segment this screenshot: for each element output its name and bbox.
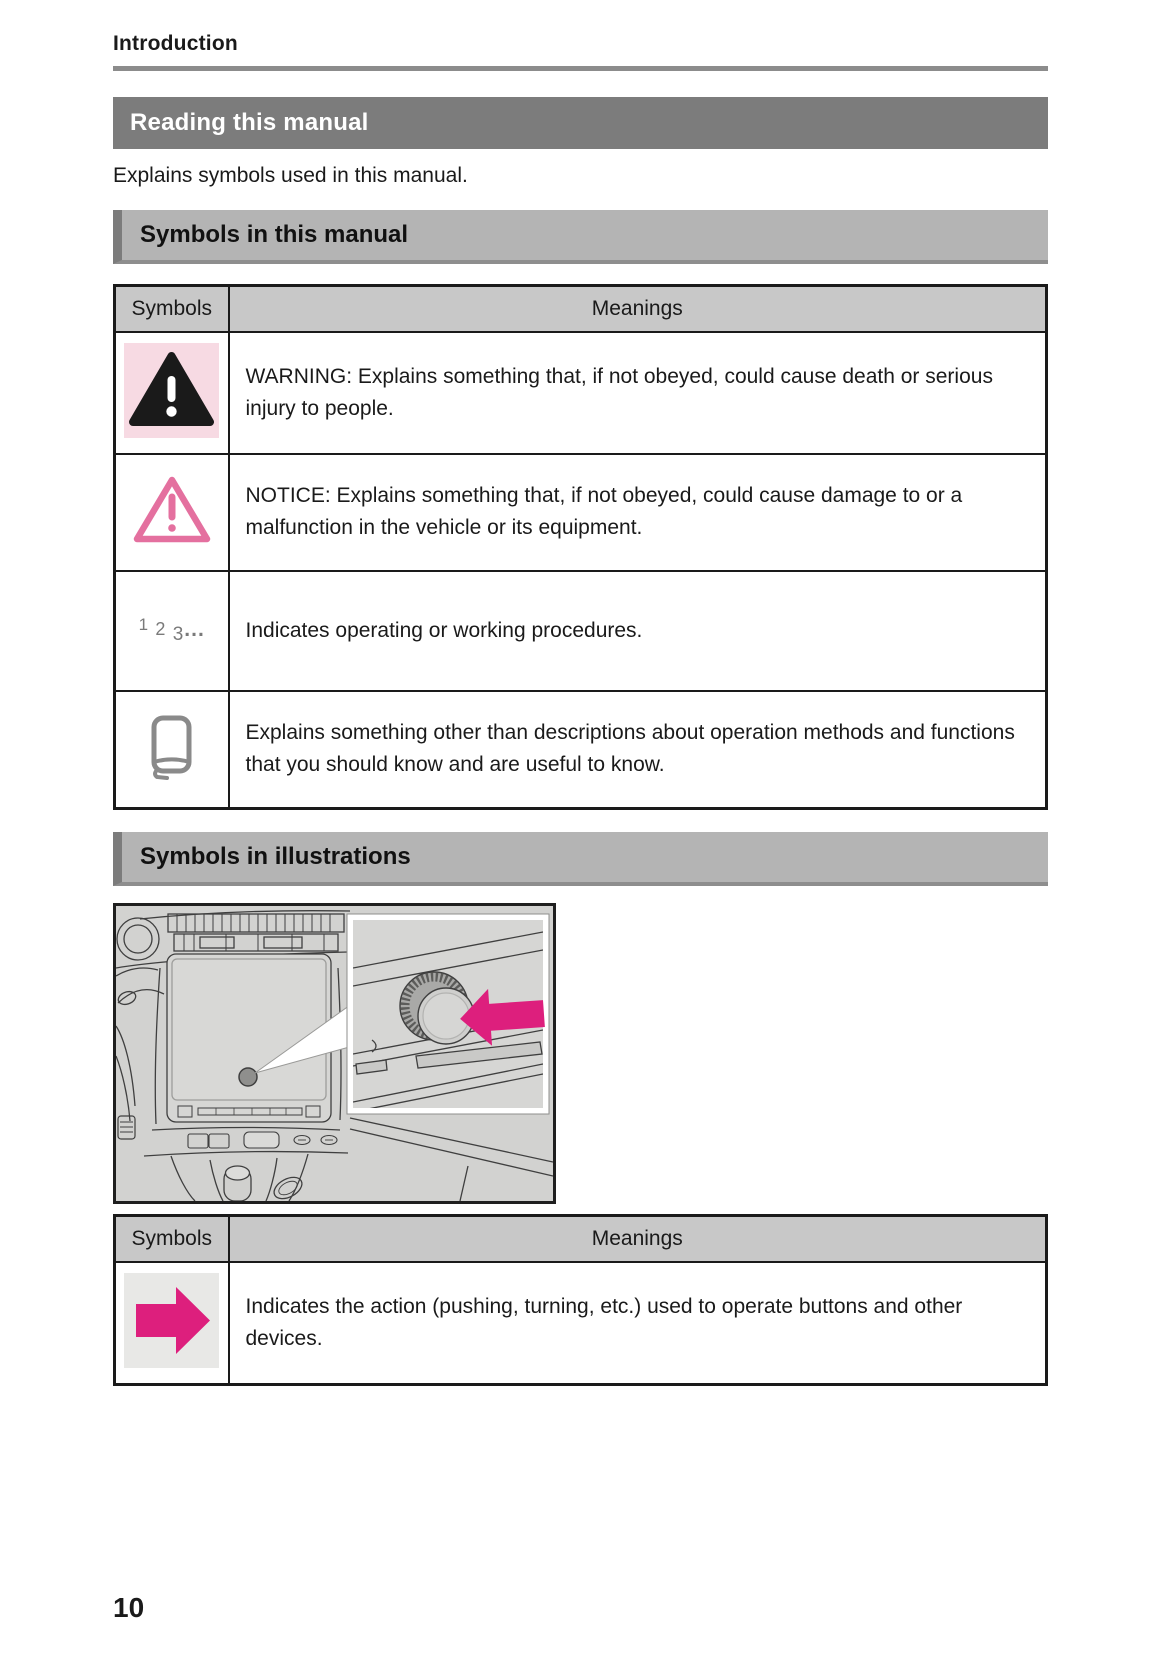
table-row <box>115 691 1047 809</box>
warning-triangle-icon <box>124 343 219 443</box>
symbol-cell <box>115 454 229 571</box>
symbols-illustrations-table <box>113 1214 1048 1386</box>
numbered-steps-icon: 1 2 3... <box>138 614 205 645</box>
console-knob-marker <box>239 1068 257 1086</box>
table-header-row <box>115 286 1047 332</box>
column-header-meanings: Meanings <box>229 1216 1047 1262</box>
table-row <box>115 571 1047 691</box>
table-row <box>115 454 1047 571</box>
table-header-row <box>115 1216 1047 1262</box>
dashboard-illustration <box>113 903 556 1204</box>
meaning-cell: NOTICE: Explains something that, if not obeyed, could cause damage to or a malfunction in the vehicle or its equipment. <box>229 454 1047 571</box>
chapter-title: Introduction <box>113 32 238 55</box>
symbol-cell <box>115 332 229 454</box>
intro-paragraph: Explains symbols used in this manual. <box>113 164 468 187</box>
meaning-cell: WARNING: Explains something that, if not obeyed, could cause death or serious injury to people. <box>229 332 1047 454</box>
notice-triangle-icon <box>131 473 213 552</box>
symbol-cell <box>115 571 229 691</box>
section-banner: Reading this manual <box>113 97 1048 149</box>
meaning-cell: Indicates the action (pushing, turning, etc.) used to operate buttons and other devices. <box>229 1262 1047 1385</box>
subsection-heading-symbols-manual: Symbols in this manual <box>113 210 1048 264</box>
column-header-symbols: Symbols <box>115 286 229 332</box>
magnified-inset <box>347 914 549 1114</box>
column-header-symbols: Symbols <box>115 1216 229 1262</box>
table-row <box>115 332 1047 454</box>
symbol-cell <box>115 1262 229 1385</box>
book-icon <box>147 714 197 785</box>
header-divider <box>113 66 1048 71</box>
page-number: 10 <box>113 1592 145 1623</box>
symbols-manual-table <box>113 284 1048 810</box>
table-row <box>115 1262 1047 1385</box>
meaning-cell: Explains something other than descriptions about operation methods and functions that you should know and are useful to know. <box>229 691 1047 809</box>
meaning-cell: Indicates operating or working procedures. <box>229 571 1047 691</box>
subsection-heading-symbols-illustrations: Symbols in illustrations <box>113 832 1048 886</box>
symbol-cell <box>115 691 229 809</box>
page-content <box>113 0 1048 1386</box>
column-header-meanings: Meanings <box>229 286 1047 332</box>
action-arrow-icon <box>124 1273 219 1373</box>
